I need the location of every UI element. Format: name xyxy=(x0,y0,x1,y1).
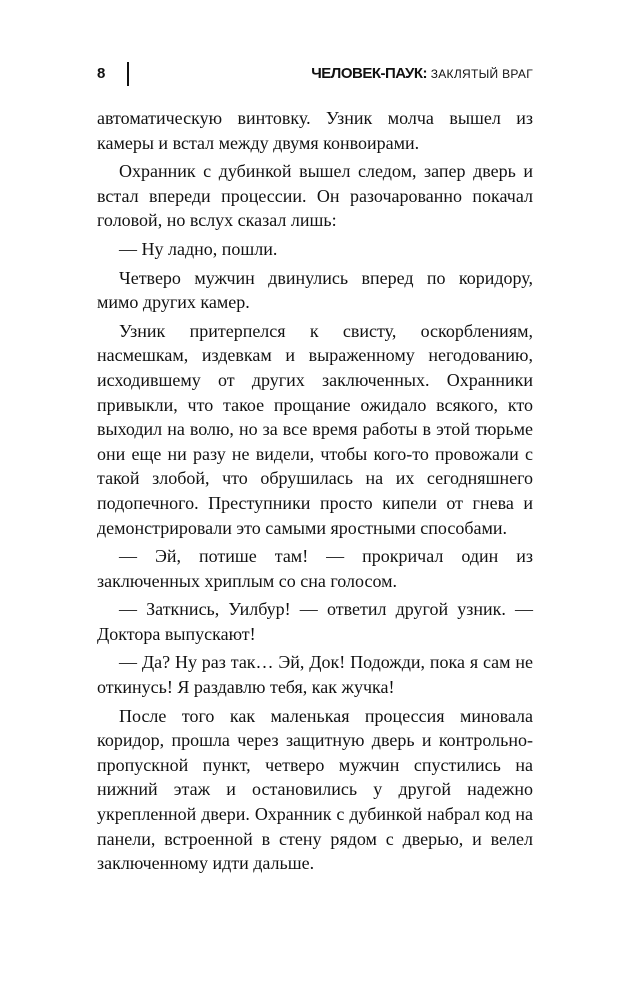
page-number: 8 xyxy=(97,65,106,82)
book-title xyxy=(311,65,533,82)
running-head xyxy=(97,62,533,88)
paragraph: Четверо мужчин двинулись вперед по коридору, мимо других камер. xyxy=(97,267,533,313)
body-text xyxy=(97,106,533,876)
dialogue-line: — Ну ладно, пошли. xyxy=(119,238,278,259)
title-separator: : xyxy=(422,65,431,82)
header-divider xyxy=(127,62,129,86)
dialogue-line: — Эй, потише там! — прокричал один из заключенных хриплым со сна голосом. xyxy=(97,546,533,591)
book-subtitle: ЗАКЛЯТЫЙ ВРАГ xyxy=(430,67,533,81)
paragraph: После того как маленькая процессия миновала коридор, прошла через защитную дверь и контрольно-пропускной пункт, четверо мужчин спустились на нижний этаж и остановились у другой надежно укрепленной двери. Охранник с дубинкой набрал код на панели, встроенной в стену рядом с дверью, и велел заключенному идти дальше. xyxy=(97,705,533,874)
series-title: ЧЕЛОВЕК-ПАУК xyxy=(311,65,423,82)
paragraph: автоматическую винтовку. Узник молча вышел из камеры и встал между двумя конвоирами. xyxy=(97,108,533,153)
dialogue-line: — Да? Ну раз так… Эй, Док! Подожди, пока я сам не откинусь! Я раздавлю тебя, как жучка! xyxy=(97,652,533,698)
dialogue-line: — Заткнись, Уилбур! — ответил другой узник. — Доктора выпускают! xyxy=(97,599,533,644)
paragraph: Охранник с дубинкой вышел следом, запер дверь и встал впереди процессии. Он разочарованно покачал головой, но вслух сказал лишь: xyxy=(97,161,533,231)
paragraph: Узник притерпелся к свисту, оскорблениям, насмешкам, издевкам и выраженному негодованию, исходившему от других заключенных. Охранники привыкли, что такое прощание ожидало всякого, кто выходил на волю, но за все время работы в этой тюрьме они еще ни разу не видели, чтобы кого-то провожали с такой злобой, что обрушилась на их сегодняшнего подопечного. Преступники просто кипели от гнева и демонстрировали это самыми яростными способами. xyxy=(97,320,533,538)
